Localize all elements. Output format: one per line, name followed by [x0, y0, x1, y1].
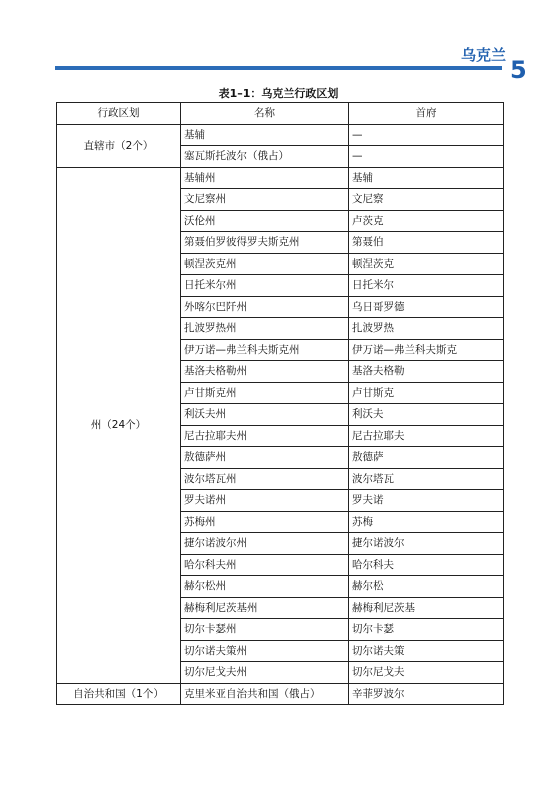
name-cell: 罗夫诺州 — [181, 490, 349, 512]
name-cell: 赫尔松州 — [181, 576, 349, 598]
name-cell: 伊万诺—弗兰科夫斯克州 — [181, 339, 349, 361]
name-cell: 第聂伯罗彼得罗夫斯克州 — [181, 232, 349, 254]
capital-cell: — — [349, 146, 504, 168]
capital-cell: 辛菲罗波尔 — [349, 683, 504, 705]
name-cell: 卢甘斯克州 — [181, 382, 349, 404]
capital-cell: 卢甘斯克 — [349, 382, 504, 404]
capital-cell: 赫梅利尼茨基 — [349, 597, 504, 619]
name-cell: 基辅州 — [181, 167, 349, 189]
name-cell: 扎波罗热州 — [181, 318, 349, 340]
table-body — [57, 124, 504, 705]
header-rule — [55, 66, 502, 70]
name-cell: 尼古拉耶夫州 — [181, 425, 349, 447]
column-header: 行政区划 — [57, 103, 181, 125]
capital-cell: 捷尔诺波尔 — [349, 533, 504, 555]
name-cell: 苏梅州 — [181, 511, 349, 533]
category-cell: 自治共和国（1个） — [57, 683, 181, 705]
page-number: 5 — [510, 56, 527, 84]
table-caption: 表1–1：乌克兰行政区划 — [218, 87, 339, 100]
column-header: 首府 — [349, 103, 504, 125]
name-cell: 文尼察州 — [181, 189, 349, 211]
name-cell: 基洛夫格勒州 — [181, 361, 349, 383]
header-title: 乌克兰 — [460, 46, 506, 64]
capital-cell: 顿涅茨克 — [349, 253, 504, 275]
capital-cell: 切尔卡瑟 — [349, 619, 504, 641]
capital-cell: 敖德萨 — [349, 447, 504, 469]
name-cell: 哈尔科夫州 — [181, 554, 349, 576]
table-row — [57, 167, 504, 189]
capital-cell: 尼古拉耶夫 — [349, 425, 504, 447]
capital-cell: 基洛夫格勒 — [349, 361, 504, 383]
name-cell: 波尔塔瓦州 — [181, 468, 349, 490]
capital-cell: 乌日哥罗德 — [349, 296, 504, 318]
category-cell: 直辖市（2个） — [57, 124, 181, 167]
name-cell: 切尔诺夫策州 — [181, 640, 349, 662]
capital-cell: 卢茨克 — [349, 210, 504, 232]
name-cell: 塞瓦斯托波尔（俄占） — [181, 146, 349, 168]
capital-cell: 利沃夫 — [349, 404, 504, 426]
capital-cell: 波尔塔瓦 — [349, 468, 504, 490]
name-cell: 切尔卡瑟州 — [181, 619, 349, 641]
capital-cell: 第聂伯 — [349, 232, 504, 254]
capital-cell: 切尔尼戈夫 — [349, 662, 504, 684]
capital-cell: 日托米尔 — [349, 275, 504, 297]
capital-cell: 哈尔科夫 — [349, 554, 504, 576]
capital-cell: 切尔诺夫策 — [349, 640, 504, 662]
category-cell: 州（24个） — [57, 167, 181, 683]
admin-divisions-table — [56, 102, 504, 705]
name-cell: 基辅 — [181, 124, 349, 146]
name-cell: 捷尔诺波尔州 — [181, 533, 349, 555]
table-row — [57, 683, 504, 705]
capital-cell: 赫尔松 — [349, 576, 504, 598]
name-cell: 克里米亚自治共和国（俄占） — [181, 683, 349, 705]
name-cell: 日托米尔州 — [181, 275, 349, 297]
capital-cell: 苏梅 — [349, 511, 504, 533]
capital-cell: 罗夫诺 — [349, 490, 504, 512]
name-cell: 利沃夫州 — [181, 404, 349, 426]
name-cell: 顿涅茨克州 — [181, 253, 349, 275]
capital-cell: 文尼察 — [349, 189, 504, 211]
name-cell: 敖德萨州 — [181, 447, 349, 469]
name-cell: 赫梅利尼茨基州 — [181, 597, 349, 619]
column-header: 名称 — [181, 103, 349, 125]
capital-cell: — — [349, 124, 504, 146]
table-row — [57, 124, 504, 146]
name-cell: 切尔尼戈夫州 — [181, 662, 349, 684]
name-cell: 外喀尔巴阡州 — [181, 296, 349, 318]
table-header-row — [57, 103, 504, 125]
name-cell: 沃伦州 — [181, 210, 349, 232]
capital-cell: 扎波罗热 — [349, 318, 504, 340]
capital-cell: 基辅 — [349, 167, 504, 189]
capital-cell: 伊万诺—弗兰科夫斯克 — [349, 339, 504, 361]
